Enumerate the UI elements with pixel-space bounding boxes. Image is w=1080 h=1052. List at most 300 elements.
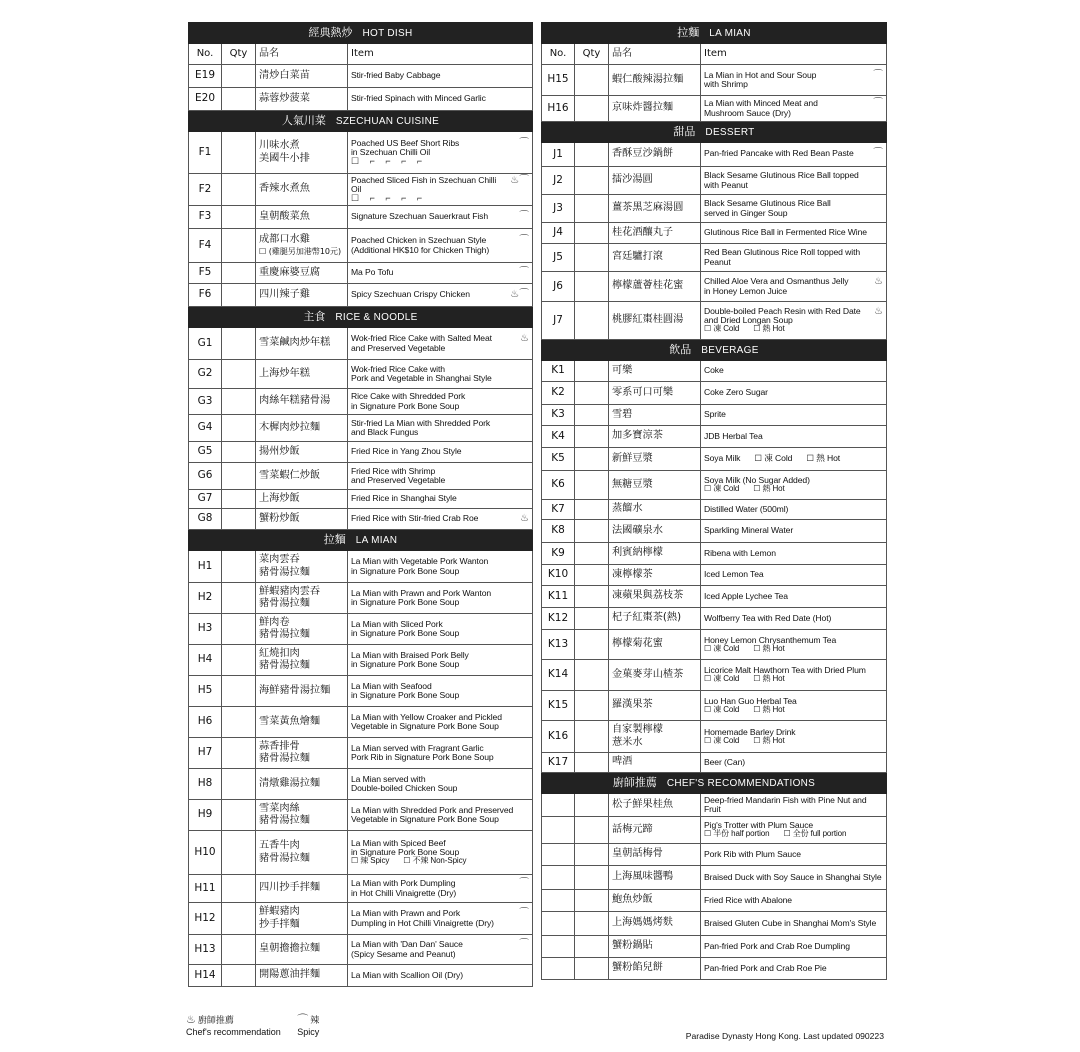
item-name-zh: 紅燒扣肉 豬骨湯拉麵 bbox=[256, 645, 348, 676]
qty-input[interactable] bbox=[222, 583, 256, 614]
item-name-en-text: Wolfberry Tea with Red Date (Hot) bbox=[704, 612, 832, 623]
qty-input[interactable] bbox=[575, 608, 609, 630]
item-name-en bbox=[701, 958, 887, 980]
legend-chef-en: Chef's recommendation bbox=[186, 1027, 281, 1038]
option-checkbox[interactable]: ☐ 凍 Cold bbox=[704, 324, 740, 334]
qty-input[interactable] bbox=[222, 229, 256, 263]
menu-item-row bbox=[542, 195, 887, 223]
item-name-en bbox=[701, 660, 887, 691]
item-name-zh: 香酥豆沙鍋餅 bbox=[609, 143, 701, 167]
item-name-en bbox=[701, 630, 887, 660]
qty-input[interactable] bbox=[222, 174, 256, 206]
item-name-zh: 利賓納檸檬 bbox=[609, 543, 701, 565]
item-name-zh: 凍蘋果與荔枝茶 bbox=[609, 586, 701, 608]
qty-input[interactable] bbox=[575, 817, 609, 844]
menu-item-row bbox=[542, 586, 887, 608]
item-number: H8 bbox=[189, 769, 222, 800]
col-qty-header: Qty bbox=[222, 44, 256, 65]
qty-input[interactable] bbox=[222, 65, 256, 88]
option-checkbox[interactable]: ☐ 凍 Cold bbox=[704, 643, 740, 653]
section-header bbox=[189, 530, 533, 551]
menu-item-row bbox=[542, 361, 887, 382]
menu-item-row bbox=[542, 753, 887, 773]
item-name-zh: 上海風味醬鴨 bbox=[609, 866, 701, 890]
menu-item-row bbox=[542, 543, 887, 565]
item-number: K3 bbox=[542, 405, 575, 426]
menu-item-row bbox=[189, 206, 533, 229]
menu-item-row bbox=[189, 65, 533, 88]
item-name-en bbox=[348, 551, 533, 583]
item-number: F1 bbox=[189, 132, 222, 174]
qty-input[interactable] bbox=[575, 500, 609, 520]
item-name-zh: 桃膠紅棗桂圓湯 bbox=[609, 302, 701, 340]
item-name-en-text: Poached Sliced Fish in Szechuan Chilli Oil bbox=[351, 174, 497, 194]
item-number: F6 bbox=[189, 284, 222, 307]
menu-item-row bbox=[189, 614, 533, 645]
option-checkboxes[interactable] bbox=[704, 675, 883, 683]
menu-item-row bbox=[189, 583, 533, 614]
item-note-zh[interactable]: ☐ (雞腿另加港幣10元) bbox=[259, 246, 342, 256]
item-name-en bbox=[701, 721, 887, 753]
qty-input[interactable] bbox=[575, 543, 609, 565]
option-checkbox[interactable]: ☐ 凍 Cold bbox=[704, 674, 740, 684]
qty-input[interactable] bbox=[222, 132, 256, 174]
footer-note: Paradise Dynasty Hong Kong. Last updated 090223 bbox=[685, 1031, 884, 1041]
item-name-en-text: Homemade Barley Drink bbox=[704, 726, 796, 737]
item-name-en-text: Sparkling Mineral Water bbox=[704, 525, 794, 536]
qty-input[interactable] bbox=[575, 753, 609, 773]
qty-input[interactable] bbox=[222, 800, 256, 831]
qty-input[interactable] bbox=[575, 223, 609, 244]
menu-item-row bbox=[542, 272, 887, 302]
item-name-en-text: Spicy Szechuan Crispy Chicken bbox=[351, 288, 470, 299]
menu-item-row bbox=[189, 263, 533, 284]
qty-input[interactable] bbox=[222, 490, 256, 509]
item-name-en bbox=[348, 738, 533, 769]
item-name-en bbox=[348, 676, 533, 707]
qty-input[interactable] bbox=[575, 195, 609, 223]
qty-input[interactable] bbox=[222, 389, 256, 415]
qty-input[interactable] bbox=[222, 551, 256, 583]
item-name-en bbox=[348, 229, 533, 263]
item-name-en bbox=[701, 817, 887, 844]
item-name-zh: 海鮮豬骨湯拉麵 bbox=[256, 676, 348, 707]
item-name-en bbox=[348, 284, 533, 307]
qty-input[interactable] bbox=[575, 660, 609, 691]
menu-item-row bbox=[189, 284, 533, 307]
qty-input[interactable] bbox=[222, 463, 256, 490]
item-name-en-text: La Mian with Sliced Pork in Signature Pork Bone Soup bbox=[351, 618, 460, 638]
item-name-zh: 凍檸檬茶 bbox=[609, 565, 701, 586]
chili-icon: ⌒ bbox=[297, 1014, 309, 1026]
menu-item-row bbox=[542, 630, 887, 660]
menu-item-row bbox=[542, 890, 887, 912]
qty-input[interactable] bbox=[575, 426, 609, 448]
item-name-en bbox=[701, 167, 887, 195]
item-name-zh: 金菓麥芽山楂茶 bbox=[609, 660, 701, 691]
qty-input[interactable] bbox=[222, 263, 256, 284]
qty-input[interactable] bbox=[222, 935, 256, 965]
chili-icon: ⌒ bbox=[873, 69, 883, 81]
section-title-en: LA MIAN bbox=[355, 534, 398, 546]
qty-input[interactable] bbox=[222, 831, 256, 875]
section-title-zh: 人氣川菜 bbox=[281, 113, 326, 127]
item-number: H7 bbox=[189, 738, 222, 769]
option-checkboxes[interactable] bbox=[704, 645, 883, 653]
item-name-zh: 蟹粉餡兒餅 bbox=[609, 958, 701, 980]
section-title-en: SZECHUAN CUISINE bbox=[335, 115, 440, 127]
menu-item-row bbox=[542, 844, 887, 866]
section-header bbox=[189, 111, 533, 132]
qty-input[interactable] bbox=[575, 167, 609, 195]
item-name-en bbox=[701, 223, 887, 244]
chef-recommend-icon: ♨ bbox=[874, 306, 883, 318]
menu-item-row bbox=[542, 936, 887, 958]
item-name-zh: 蒜香排骨 豬骨湯拉麵 bbox=[256, 738, 348, 769]
item-number: J1 bbox=[542, 143, 575, 167]
qty-input[interactable] bbox=[222, 206, 256, 229]
item-number: K10 bbox=[542, 565, 575, 586]
menu-item-row bbox=[189, 509, 533, 530]
option-checkbox[interactable]: ☐ 凍 Cold bbox=[704, 484, 740, 494]
item-name-en-text: La Mian with Spiced Beef in Signature Pork Bone Soup bbox=[351, 838, 460, 858]
qty-input[interactable] bbox=[575, 912, 609, 936]
item-name-en-text: Soya Milk bbox=[704, 453, 741, 464]
qty-input[interactable] bbox=[222, 738, 256, 769]
menu-item-row bbox=[189, 738, 533, 769]
qty-input[interactable] bbox=[575, 448, 609, 471]
item-name-zh: 開陽蔥油拌麵 bbox=[256, 965, 348, 987]
qty-input[interactable] bbox=[575, 691, 609, 721]
option-checkboxes[interactable] bbox=[704, 830, 883, 838]
option-checkbox[interactable]: ☐ 凍 Cold bbox=[704, 704, 740, 714]
item-number bbox=[542, 912, 575, 936]
option-checkbox[interactable]: ☐ 熱 Hot bbox=[753, 484, 785, 494]
qty-input[interactable] bbox=[222, 88, 256, 111]
item-number: G2 bbox=[189, 360, 222, 389]
temp-option-checkbox[interactable]: ☐ 凍 Cold bbox=[754, 453, 793, 464]
item-name-en bbox=[701, 500, 887, 520]
col-name-zh-header: 品名 bbox=[256, 44, 348, 65]
menu-item-row bbox=[189, 707, 533, 738]
item-name-en bbox=[701, 471, 887, 500]
item-name-zh: 加多寶涼茶 bbox=[609, 426, 701, 448]
item-name-en-text: Fried Rice in Shanghai Style bbox=[351, 493, 457, 504]
chili-and-chef-icon: ♨⌒ bbox=[510, 288, 529, 300]
item-name-en-text: La Mian with Pork Dumpling in Hot Chilli Vinaigrette (Dry) bbox=[351, 878, 457, 898]
column-header-row bbox=[189, 44, 533, 65]
menu-item-row bbox=[542, 405, 887, 426]
item-name-en-text: Iced Lemon Tea bbox=[704, 569, 764, 580]
item-number: K13 bbox=[542, 630, 575, 660]
qty-input[interactable] bbox=[575, 405, 609, 426]
item-number: J3 bbox=[542, 195, 575, 223]
item-name-en-text: Fried Rice in Yang Zhou Style bbox=[351, 446, 462, 457]
item-name-zh: 蒸餾水 bbox=[609, 500, 701, 520]
item-name-en-text: Fried Rice with Stir-fried Crab Roe bbox=[351, 512, 479, 523]
item-name-en bbox=[701, 543, 887, 565]
item-name-en-text: Signature Szechuan Sauerkraut Fish bbox=[351, 210, 489, 221]
right-menu-table bbox=[541, 22, 887, 980]
section-header bbox=[542, 122, 887, 143]
item-name-zh: 蒜蓉炒菠菜 bbox=[256, 88, 348, 111]
item-name-zh: 蝦仁酸辣湯拉麵 bbox=[609, 65, 701, 96]
item-name-zh: 無糖豆漿 bbox=[609, 471, 701, 500]
item-name-zh: 杞子紅棗茶(熱) bbox=[609, 608, 701, 630]
qty-input[interactable] bbox=[575, 721, 609, 753]
section-title-en: LA MIAN bbox=[709, 27, 751, 39]
spice-level-options[interactable]: ☐ ⌐ ⌐ ⌐ ⌐ bbox=[351, 192, 427, 203]
section-title-zh: 拉麵 bbox=[323, 532, 346, 546]
item-name-en-text: Pan-fried Pork and Crab Roe Pie bbox=[704, 962, 827, 973]
item-name-en bbox=[701, 753, 887, 773]
option-checkboxes[interactable] bbox=[704, 706, 883, 714]
option-checkbox[interactable]: ☐ 熱 Hot bbox=[753, 324, 785, 334]
item-name-en-text: Licorice Malt Hawthorn Tea with Dried Plum bbox=[704, 665, 866, 676]
menu-item-row bbox=[189, 551, 533, 583]
item-number: F3 bbox=[189, 206, 222, 229]
qty-input[interactable] bbox=[575, 844, 609, 866]
item-name-zh: 香辣水煮魚 bbox=[256, 174, 348, 206]
option-checkbox[interactable]: ☐ 半份 half portion bbox=[704, 829, 770, 839]
qty-input[interactable] bbox=[222, 509, 256, 530]
bowl-icon: ♨ bbox=[186, 1014, 196, 1026]
item-name-en-text: Pig's Trotter with Plum Sauce bbox=[704, 820, 814, 831]
item-name-en-text: Beer (Can) bbox=[704, 756, 746, 767]
menu-item-row bbox=[189, 442, 533, 463]
qty-input[interactable] bbox=[222, 965, 256, 987]
qty-input[interactable] bbox=[575, 936, 609, 958]
item-name-en bbox=[348, 206, 533, 229]
item-name-zh: 川味水煮 美國牛小排 bbox=[256, 132, 348, 174]
section-title-en: RICE & NOODLE bbox=[335, 311, 418, 323]
item-name-en bbox=[701, 520, 887, 543]
item-name-zh: 松子鮮果桂魚 bbox=[609, 794, 701, 817]
item-name-en-text: Pan-fried Pork and Crab Roe Dumpling bbox=[704, 940, 850, 951]
menu-item-row bbox=[189, 328, 533, 360]
qty-input[interactable] bbox=[575, 272, 609, 302]
qty-input[interactable] bbox=[575, 244, 609, 272]
item-number: G6 bbox=[189, 463, 222, 490]
qty-input[interactable] bbox=[575, 96, 609, 122]
item-number: H10 bbox=[189, 831, 222, 875]
item-name-zh: 皇朝話梅骨 bbox=[609, 844, 701, 866]
item-name-en-text: Iced Apple Lychee Tea bbox=[704, 590, 788, 601]
item-number: H4 bbox=[189, 645, 222, 676]
qty-input[interactable] bbox=[222, 676, 256, 707]
menu-item-row bbox=[542, 912, 887, 936]
option-checkboxes[interactable] bbox=[351, 857, 529, 865]
section-title-en: DESSERT bbox=[705, 126, 755, 138]
qty-input[interactable] bbox=[222, 442, 256, 463]
item-name-en bbox=[348, 442, 533, 463]
item-name-zh: 四川抄手拌麵 bbox=[256, 875, 348, 903]
option-checkbox[interactable]: ☐ 辣 Spicy bbox=[351, 856, 390, 866]
item-name-en bbox=[348, 645, 533, 676]
item-number: F2 bbox=[189, 174, 222, 206]
chili-icon: ⌒ bbox=[873, 98, 883, 110]
item-number bbox=[542, 817, 575, 844]
qty-input[interactable] bbox=[575, 794, 609, 817]
qty-input[interactable] bbox=[575, 471, 609, 500]
temp-option-checkbox[interactable]: ☐ 熱 Hot bbox=[806, 453, 841, 464]
item-name-zh: 成都口水雞 ☐ (雞腿另加港幣10元) bbox=[256, 229, 348, 263]
item-name-zh: 上海炒飯 bbox=[256, 490, 348, 509]
item-name-zh: 上海炒年糕 bbox=[256, 360, 348, 389]
item-name-en-text: Glutinous Rice Ball in Fermented Rice Wine bbox=[704, 227, 867, 238]
item-name-en-text: Braised Gluten Cube in Shanghai Mom's Style bbox=[704, 917, 877, 928]
menu-item-row bbox=[542, 721, 887, 753]
chili-icon: ⌒ bbox=[519, 137, 529, 149]
qty-input[interactable] bbox=[575, 565, 609, 586]
item-name-en bbox=[701, 244, 887, 272]
item-name-zh: 上海媽媽烤麩 bbox=[609, 912, 701, 936]
item-name-en-text: Fried Rice with Shrimp and Preserved Vegetable bbox=[351, 465, 446, 485]
left-menu-table bbox=[188, 22, 533, 987]
menu-item-row bbox=[189, 463, 533, 490]
menu-item-row bbox=[542, 608, 887, 630]
option-checkbox[interactable]: ☐ 熱 Hot bbox=[753, 643, 785, 653]
qty-input[interactable] bbox=[222, 645, 256, 676]
item-name-zh: 檸檬蘆薈桂花蜜 bbox=[609, 272, 701, 302]
section-header bbox=[189, 307, 533, 328]
option-checkbox[interactable]: ☐ 熱 Hot bbox=[753, 704, 785, 714]
item-number bbox=[542, 866, 575, 890]
item-name-zh: 擂沙湯圓 bbox=[609, 167, 701, 195]
item-name-zh: 揚州炒飯 bbox=[256, 442, 348, 463]
qty-input[interactable] bbox=[222, 707, 256, 738]
item-name-en bbox=[348, 800, 533, 831]
qty-input[interactable] bbox=[222, 360, 256, 389]
chili-icon: ⌒ bbox=[519, 939, 529, 951]
qty-input[interactable] bbox=[222, 328, 256, 360]
section-title-zh: 經典熱炒 bbox=[308, 25, 353, 39]
menu-item-row bbox=[189, 676, 533, 707]
qty-input[interactable] bbox=[575, 143, 609, 167]
qty-input[interactable] bbox=[575, 302, 609, 340]
item-name-en-text: La Mian with Shredded Pork and Preserved Vegetable in Signature Pork Bone Soup bbox=[351, 804, 514, 824]
item-name-en bbox=[701, 912, 887, 936]
item-name-en-text: Poached US Beef Short Ribs in Szechuan Chilli Oil bbox=[351, 137, 460, 157]
option-checkboxes[interactable] bbox=[704, 737, 883, 745]
option-checkboxes[interactable] bbox=[704, 325, 883, 333]
qty-input[interactable] bbox=[575, 361, 609, 382]
option-checkbox[interactable]: ☐ 熱 Hot bbox=[753, 735, 785, 745]
menu-item-row bbox=[542, 817, 887, 844]
item-name-en bbox=[348, 328, 533, 360]
item-number: K16 bbox=[542, 721, 575, 753]
item-name-en-text: Coke Zero Sugar bbox=[704, 387, 768, 398]
item-number: H5 bbox=[189, 676, 222, 707]
qty-input[interactable] bbox=[575, 890, 609, 912]
item-name-en-text: Wok-fried Rice Cake with Pork and Vegetable in Shanghai Style bbox=[351, 363, 492, 383]
menu-item-row bbox=[542, 794, 887, 817]
item-number: H11 bbox=[189, 875, 222, 903]
option-checkbox[interactable]: ☐ 凍 Cold bbox=[704, 735, 740, 745]
qty-input[interactable] bbox=[222, 614, 256, 645]
item-number bbox=[542, 958, 575, 980]
menu-item-row bbox=[189, 88, 533, 111]
item-name-en bbox=[348, 935, 533, 965]
item-number bbox=[542, 936, 575, 958]
item-name-en-text: Honey Lemon Chrysanthemum Tea bbox=[704, 634, 837, 645]
item-name-zh: 皇朝酸菜魚 bbox=[256, 206, 348, 229]
item-name-zh: 鮑魚炒飯 bbox=[609, 890, 701, 912]
item-number: J7 bbox=[542, 302, 575, 340]
item-name-en-text: Soya Milk (No Sugar Added) bbox=[704, 475, 810, 486]
section-header bbox=[542, 23, 887, 44]
chili-icon: ⌒ bbox=[519, 878, 529, 890]
qty-input[interactable] bbox=[222, 769, 256, 800]
item-name-en bbox=[348, 65, 533, 88]
option-checkbox[interactable]: ☐ 全份 full portion bbox=[783, 829, 847, 839]
item-name-en-text: Double-boiled Peach Resin with Red Date and Dried Longan Soup bbox=[704, 306, 861, 326]
menu-item-row bbox=[542, 471, 887, 500]
chili-icon: ⌒ bbox=[519, 908, 529, 920]
item-name-en-text: Braised Duck with Soy Sauce in Shanghai Style bbox=[704, 871, 882, 882]
menu-item-row bbox=[542, 500, 887, 520]
item-name-en-text: Stir-fried La Mian with Shredded Pork and Black Fungus bbox=[351, 417, 491, 437]
item-name-zh: 可樂 bbox=[609, 361, 701, 382]
item-number: K2 bbox=[542, 382, 575, 405]
qty-input[interactable] bbox=[575, 382, 609, 405]
qty-input[interactable] bbox=[575, 520, 609, 543]
option-checkbox[interactable]: ☐ 熱 Hot bbox=[753, 674, 785, 684]
item-name-en-text: Wok-fried Rice Cake with Salted Meat and Preserved Vegetable bbox=[351, 333, 492, 353]
qty-input[interactable] bbox=[575, 866, 609, 890]
item-name-en bbox=[348, 490, 533, 509]
item-name-zh: 雪碧 bbox=[609, 405, 701, 426]
item-name-en-text: La Mian with Vegetable Pork Wanton in Signature Pork Bone Soup bbox=[351, 556, 489, 576]
qty-input[interactable] bbox=[222, 903, 256, 935]
spice-level-options[interactable]: ☐ ⌐ ⌐ ⌐ ⌐ bbox=[351, 155, 427, 166]
item-number: K15 bbox=[542, 691, 575, 721]
item-name-zh: 四川辣子雞 bbox=[256, 284, 348, 307]
option-checkbox[interactable]: ☐ 不辣 Non-Spicy bbox=[403, 856, 467, 866]
item-name-en bbox=[348, 614, 533, 645]
item-name-zh: 檸檬菊花蜜 bbox=[609, 630, 701, 660]
item-name-en-text: JDB Herbal Tea bbox=[704, 430, 763, 441]
item-name-en-text: Poached Chicken in Szechuan Style (Additional HK$10 for Chicken Thigh) bbox=[351, 235, 490, 255]
qty-input[interactable] bbox=[575, 586, 609, 608]
item-number: G3 bbox=[189, 389, 222, 415]
option-checkboxes[interactable] bbox=[704, 485, 883, 493]
qty-input[interactable] bbox=[575, 630, 609, 660]
item-name-en bbox=[701, 936, 887, 958]
left-menu-column bbox=[188, 22, 533, 987]
item-name-en-text: Distilled Water (500ml) bbox=[704, 503, 789, 514]
qty-input[interactable] bbox=[575, 958, 609, 980]
qty-input[interactable] bbox=[222, 875, 256, 903]
item-name-en bbox=[701, 143, 887, 167]
qty-input[interactable] bbox=[222, 284, 256, 307]
menu-item-row bbox=[542, 96, 887, 122]
qty-input[interactable] bbox=[575, 65, 609, 96]
item-name-en bbox=[348, 583, 533, 614]
chili-icon: ⌒ bbox=[873, 148, 883, 160]
qty-input[interactable] bbox=[222, 415, 256, 442]
item-number: J5 bbox=[542, 244, 575, 272]
item-name-en-text: Stir-fried Spinach with Minced Garlic bbox=[351, 93, 486, 104]
item-number: H9 bbox=[189, 800, 222, 831]
menu-item-row bbox=[542, 223, 887, 244]
menu-item-row bbox=[542, 65, 887, 96]
item-name-en bbox=[701, 382, 887, 405]
legend-spicy-zh: 辣 bbox=[310, 1015, 320, 1025]
legend-chef bbox=[186, 1014, 281, 1038]
item-name-zh: 雪菜肉絲 豬骨湯拉麵 bbox=[256, 800, 348, 831]
menu-item-row bbox=[542, 382, 887, 405]
